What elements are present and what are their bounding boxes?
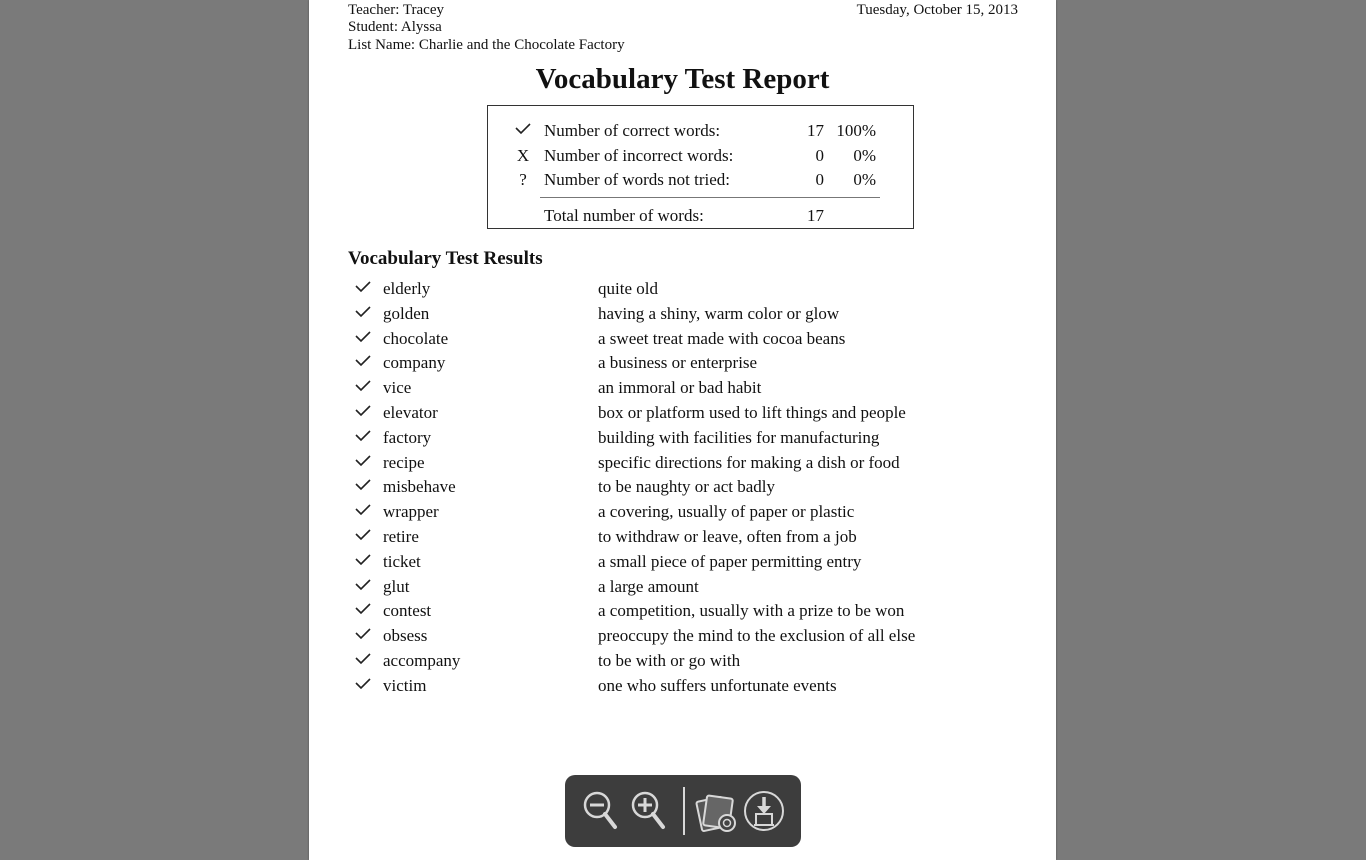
result-definition: a sweet treat made with cocoa beans [598,328,846,348]
download-button[interactable] [741,787,787,835]
result-row [348,674,1008,699]
summary-not-tried-count: 0 [815,170,824,189]
pdf-toolbar [565,775,801,847]
pdf-page [309,0,1056,860]
correct-check-icon [353,527,373,543]
result-row [348,277,1008,302]
result-row [348,599,1008,624]
result-row [348,401,1008,426]
result-definition: preoccupy the mind to the exclusion of all else [598,626,916,646]
result-definition: to be with or go with [598,650,741,670]
result-row [348,426,1008,451]
results-list [348,277,1008,699]
summary-divider [540,197,880,198]
result-row [348,302,1008,327]
result-definition: a competition, usually with a prize to be won [598,601,905,621]
report-title: Vocabulary Test Report [535,63,830,95]
result-definition: box or platform used to lift things and people [598,402,906,422]
result-row [348,451,1008,476]
result-row [348,649,1008,674]
result-definition: a small piece of paper permitting entry [598,551,862,571]
summary-not-tried-row [488,169,913,191]
correct-check-icon [353,279,373,295]
result-row [348,351,1008,376]
result-row [348,575,1008,600]
summary-incorrect-count: 0 [815,146,824,165]
result-word: chocolate [383,328,449,348]
summary-correct-count: 17 [807,121,824,140]
result-word: victim [383,675,427,695]
result-row [348,525,1008,550]
correct-check-icon [353,477,373,493]
open-with-preview-button[interactable] [693,787,739,835]
summary-total-label: Total number of words: [544,206,704,225]
result-row [348,624,1008,649]
summary-correct-row [488,120,913,142]
zoom-in-button[interactable] [625,787,671,835]
list-name-label: List Name: Charlie and the Chocolate Factory [348,37,625,53]
result-definition: building with facilities for manufacturing [598,427,880,447]
result-definition: a business or enterprise [598,353,758,373]
result-definition: to withdraw or leave, often from a job [598,526,857,546]
result-definition: a large amount [598,576,699,596]
summary-box [487,105,914,229]
toolbar-separator [683,787,685,835]
correct-check-icon [353,378,373,394]
result-word: recipe [383,452,425,472]
result-word: obsess [383,626,428,646]
result-row [348,327,1008,352]
correct-check-icon [353,353,373,369]
result-word: misbehave [383,477,456,497]
correct-check-icon [353,428,373,444]
correct-check-icon [353,676,373,692]
correct-check-icon [353,304,373,320]
correct-check-icon [353,601,373,617]
result-row [348,550,1008,575]
summary-not-tried-label: Number of words not tried: [544,170,731,189]
result-definition: specific directions for making a dish or food [598,452,900,472]
correct-check-icon [353,626,373,642]
correct-check-icon [353,577,373,593]
summary-incorrect-pct: 0% [853,146,876,165]
summary-not-tried-pct: 0% [853,170,876,189]
summary-incorrect-row [488,145,913,167]
result-definition: an immoral or bad habit [598,378,762,398]
result-word: golden [383,303,430,323]
summary-correct-label: Number of correct words: [544,121,721,140]
result-definition: having a shiny, warm color or glow [598,303,840,323]
result-definition: quite old [598,279,658,298]
result-word: ticket [383,551,421,571]
result-definition: one who suffers unfortunate events [598,675,837,695]
correct-check-icon [353,403,373,419]
zoom-out-icon [577,787,623,835]
results-title: Vocabulary Test Results [348,248,543,269]
teacher-label: Teacher: Tracey [348,2,444,18]
incorrect-x-icon: X [516,146,530,165]
result-word: wrapper [383,502,439,522]
result-word: glut [383,576,410,596]
summary-total-count: 17 [807,206,824,225]
open-with-preview-icon [693,787,739,835]
result-row [348,500,1008,525]
result-row [348,376,1008,401]
result-definition: to be naughty or act badly [598,477,776,497]
correct-check-icon [353,552,373,568]
download-icon [741,787,787,835]
result-word: elevator [383,402,438,422]
result-word: contest [383,601,432,621]
result-definition: a covering, usually of paper or plastic [598,502,855,522]
correct-check-icon [353,329,373,345]
summary-total-row [488,205,913,227]
result-row [348,475,1008,500]
zoom-out-button[interactable] [577,787,623,835]
correct-check-icon [353,502,373,518]
result-word: factory [383,427,432,447]
summary-incorrect-label: Number of incorrect words: [544,146,734,165]
correct-check-icon [510,120,536,137]
result-word: retire [383,526,419,546]
student-label: Student: Alyssa [348,19,442,35]
not-tried-question-icon: ? [519,170,527,189]
result-word: vice [383,378,412,398]
summary-correct-pct: 100% [836,121,876,140]
correct-check-icon [353,453,373,469]
report-date: Tuesday, October 15, 2013 [856,2,1018,18]
result-word: company [383,353,446,373]
correct-check-icon [353,651,373,667]
zoom-in-icon [625,787,671,835]
result-word: accompany [383,650,461,670]
result-word: elderly [383,279,431,298]
